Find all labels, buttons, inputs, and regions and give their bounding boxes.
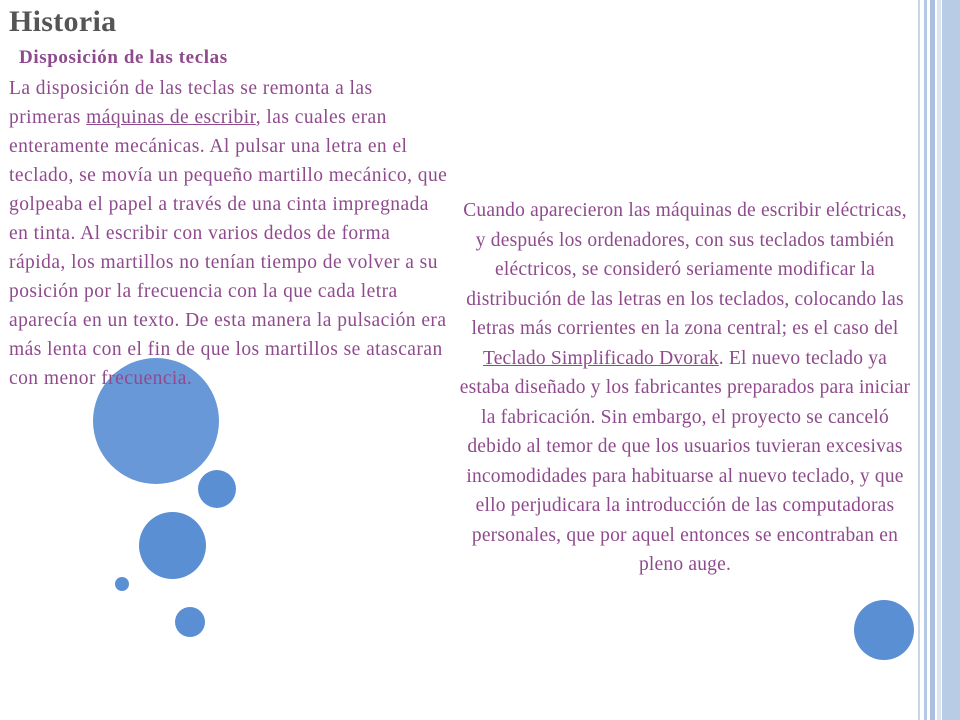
link-maquinas-de-escribir[interactable]: máquinas de escribir [86,107,256,128]
decor-stripe [924,0,927,720]
link-teclado-dvorak[interactable]: Teclado Simplificado Dvorak [482,347,719,369]
left-paragraph-text-2: , las cuales eran enteramente mecánicas. Al pulsar una letra en el teclado, se movía un pequeño martillo mecánico, que golpeaba el papel a través de una cinta impregnada en tinta. Al escribir con varios dedos de forma rápida, los martillos no tenían tiempo de volver a su posición por la frecuencia con la que cada letra aparecía en un texto. De esta manera la pulsación era más lenta con el fin de que los martillos se atascaran con menor frecuencia. [9,107,448,389]
decor-stripe [930,0,935,720]
decor-stripe [918,0,920,720]
right-paragraph-text-2: . El nuevo teclado ya estaba diseñado y los fabricantes preparados para iniciar la fabricación. Sin embargo, el proyecto se canceló debido al temor de que los usuarios tuvieran excesivas incomodidades para habituarse al nuevo teclado, y que ello perjudicara la introducción de las computadoras personales, que por aquel entonces se encontraban en pleno auge. [459,347,911,575]
slide-title: Historia [9,5,117,38]
decor-circle-right [854,600,914,660]
left-paragraph [9,74,449,393]
decor-circle-dot [115,577,129,591]
decor-circle-small [198,470,236,508]
slide-subtitle: Disposición de las teclas [19,47,228,68]
decor-stripe [942,0,960,720]
decor-circle-medium [139,512,206,579]
right-paragraph-text-1: Cuando aparecieron las máquinas de escribir eléctricas, y después los ordenadores, con sus teclados también eléctricos, se consideró seriamente modificar la distribución de las letras en los teclados, colocando las letras más corrientes en la zona central; es el caso del [463,200,907,339]
right-paragraph [458,196,912,580]
left-paragraph-text-1: La disposición de las teclas se remonta a las primeras [9,78,373,128]
decor-stripe [937,0,941,720]
decor-circle-low [175,607,205,637]
